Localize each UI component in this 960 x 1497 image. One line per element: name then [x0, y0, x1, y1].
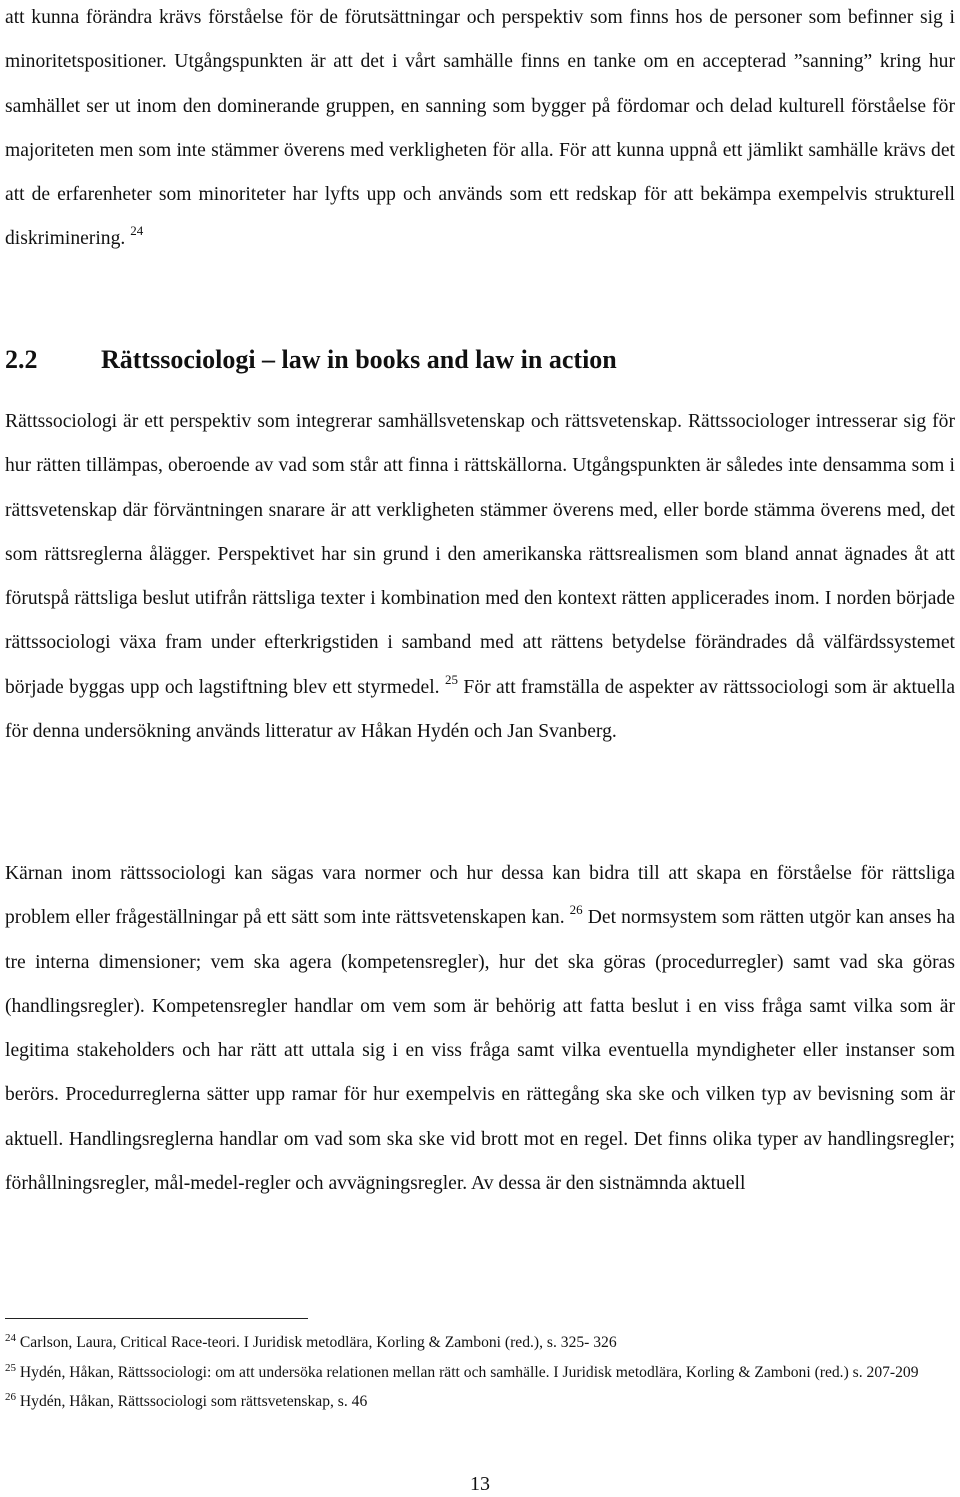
- footnote-number: 25: [5, 1361, 16, 1374]
- body-paragraph: [5, 400, 955, 754]
- paragraph-text: att kunna förändra krävs förståelse för de förutsättningar och perspektiv som finns hos de personer som befinner sig i minoritetspositioner. Utgångspunkten är att det i vårt samhälle finns en tanke om en accepterad ”sanning” kring hur samhället ser ut inom den dominerande gruppen, en sanning som bygger på fördomar och delad kulturell förståelse för majoriteten men som inte stämmer överens med verkligheten för alla. För att kunna uppnå ett jämlikt samhälle krävs det att de erfarenheter som minoriteter har lyfts upp och används som ett redskap för att bekämpa exempelvis strukturell diskriminering.: [5, 7, 955, 250]
- footnote-divider: [5, 1318, 308, 1319]
- page-number: 13: [470, 1473, 490, 1495]
- paragraph-text: Rättssociologi är ett perspektiv som integrerar samhällsvetenskap och rättsvetenskap. Rättssociologer intresserar sig för hur rätten tillämpas, oberoende av vad som står att finna i rättskällorna. Utgångspunkten är således inte densamma som i rättsvetenskap där förväntningen snarare är att verkligheten stämmer överens med, eller borde stämma överens med, det som rättsreglerna ålägger. Perspektivet har sin grund i den amerikanska rättsrealismen som bland annat ägnades åt att förutspå rättsliga beslut utifrån rättsliga texter i kombination med den kontext rätten applicerades inom. I norden började rättssociologi växa fram under efterkrigstiden i samband med att rättens betydelse förändrades då välfärdssystemet började byggas upp och lagstiftning blev ett styrmedel.: [5, 411, 955, 698]
- footnote-text: Hydén, Håkan, Rättssociologi som rättsvetenskap, s. 46: [19, 1393, 368, 1410]
- footnote-reference[interactable]: 24: [130, 223, 144, 239]
- footnote-number: 26: [5, 1391, 16, 1403]
- paragraph-text: Det normsystem som rätten utgör kan anses ha tre interna dimensioner; vem ska agera (kompetensregler), hur det ska göras (procedurregler) samt vad ska göras (handlingsregler). Kompetensregler handlar om vem som är behörig att fatta beslut i en viss fråga samt vilka som är legitima stakeholders och har rätt att uttala sig i en viss fråga samt vilka eventuella myndigheter eller instanser som berörs. Procedurreglerna sätter upp ramar för hur exempelvis en rättegång ska ske och vilken typ av bevisning som är aktuell. Handlingsreglerna handlar om vad som ska ske vid brott mot en regel. Det finns olika typer av handlingsregler; förhållningsregler, mål-medel-regler och avvägningsregler. Av dessa är den sistnämnda aktuell: [5, 907, 956, 1195]
- paragraph-text: För att framställa de aspekter av rättssociologi som är aktuella för denna undersökning används litteratur av Håkan Hydén och Jan Svanberg.: [5, 676, 956, 743]
- footnote: [5, 1391, 955, 1412]
- footnote-reference[interactable]: 26: [569, 902, 583, 918]
- section-title: Rättssociologi – law in books and law in action: [101, 345, 617, 374]
- body-paragraph: [5, 0, 955, 262]
- paragraph-text: Kärnan inom rättssociologi kan sägas vara normer och hur dessa kan bidra till att skapa en förståelse för rättsliga problem eller frågeställningar på ett sätt som inte rättsvetenskapen kan.: [5, 863, 955, 929]
- section-heading: [5, 338, 955, 382]
- footnote-text: Carlson, Laura, Critical Race-teori. I Juridisk metodlära, Korling & Zamboni (red.), s. 325- 326: [19, 1334, 617, 1351]
- section-number: 2.2: [5, 345, 38, 374]
- footnote: [5, 1332, 955, 1353]
- body-paragraph: [5, 852, 955, 1206]
- footnote-number: 24: [5, 1332, 16, 1344]
- footnote-reference[interactable]: 25: [445, 671, 458, 687]
- footnotes: [5, 1332, 955, 1421]
- footnote: [5, 1362, 955, 1383]
- footnote-text: Hydén, Håkan, Rättssociologi: om att undersöka relationen mellan rätt och samhälle. I Juridisk metodlära, Korling & Zamboni (red.) s. 207-209: [19, 1363, 919, 1381]
